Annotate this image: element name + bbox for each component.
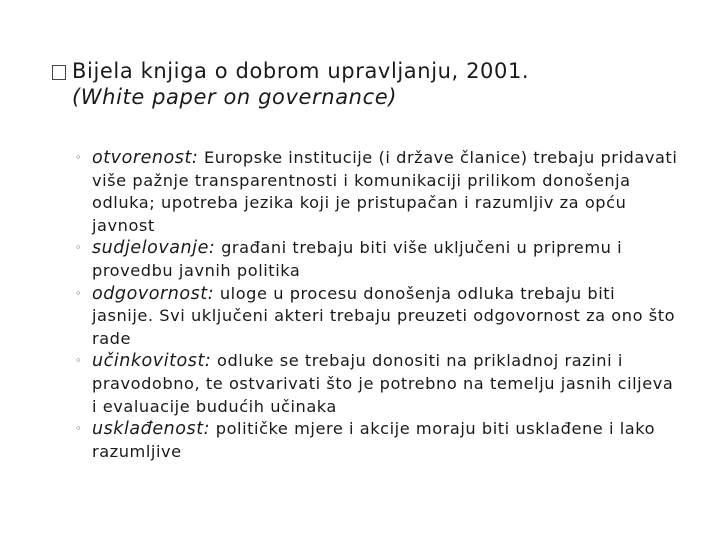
heading-title-line — [52, 58, 692, 84]
bullet-circle-icon: ◦ — [75, 151, 83, 164]
bullet-term: odgovornost: — [92, 283, 215, 304]
bullet-text: uloge u procesu donošenja odluka trebaju biti jasnije. Svi uključeni akteri trebaju preuzeti odgovornost za ono što rade — [92, 283, 676, 348]
bullet-circle-icon: ◦ — [75, 241, 83, 255]
list-item — [72, 350, 682, 418]
list-item — [72, 237, 682, 282]
checkbox-square-icon — [52, 65, 66, 80]
bullet-term: sudjelovanje: — [92, 238, 216, 259]
bullet-circle-icon: ◦ — [75, 286, 83, 300]
bullet-term: učinkovitost: — [92, 351, 212, 372]
bullet-text: političke mjere i akcije moraju biti usklađene i lako razumljive — [92, 419, 656, 461]
slide-heading — [52, 58, 692, 110]
heading-subtitle: (White paper on governance) — [72, 85, 398, 109]
bullet-text: odluke se trebaju donositi na prikladnoj razini i pravodobno, te ostvarivati što je potrebno na temelju jasnih ciljeva i evaluacije budućih učinaka — [92, 351, 674, 416]
bullet-circle-icon: ◦ — [75, 422, 83, 436]
list-item — [72, 147, 682, 237]
bullet-text: Europske institucije (i države članice) trebaju pridavati više pažnje transparentnosti i komunikaciji prilikom donošenja odluka; upotreba jezika koji je pristupačan i razumljiv za opću javnost — [92, 148, 678, 235]
principles-list — [72, 147, 682, 463]
heading-title: Bijela knjiga o dobrom upravljanju, 2001. — [72, 59, 530, 83]
bullet-text: građani trebaju biti više uključeni u pripremu i provedbu javnih politika — [92, 238, 623, 280]
list-item — [72, 283, 682, 351]
bullet-circle-icon: ◦ — [75, 354, 83, 368]
bullet-term: usklađenost: — [92, 419, 211, 440]
bullet-term: otvorenost: — [92, 148, 199, 168]
list-item — [72, 418, 682, 463]
